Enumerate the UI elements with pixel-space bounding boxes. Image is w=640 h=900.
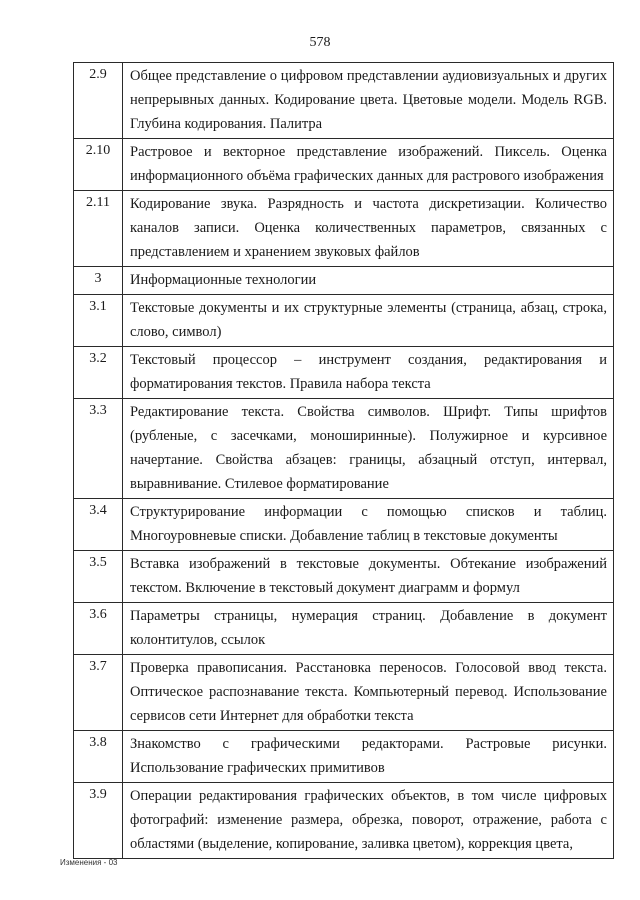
row-description: Вставка изображений в текстовые документы. Обтекание изображений текстом. Включение в текстовый документ диаграмм и формул	[123, 551, 614, 603]
row-number: 3.4	[74, 499, 123, 551]
row-description: Знакомство с графическими редакторами. Растровые рисунки. Использование графических примитивов	[123, 731, 614, 783]
row-number: 2.10	[74, 139, 123, 191]
table-row	[74, 267, 614, 295]
row-number: 3.3	[74, 399, 123, 499]
row-description: Редактирование текста. Свойства символов. Шрифт. Типы шрифтов (рубленые, с засечками, моноширинные). Полужирное и курсивное начертание. Свойства абзацев: границы, абзацный отступ, интервал, выравнивание. Стилевое форматирование	[123, 399, 614, 499]
row-description: Текстовые документы и их структурные элементы (страница, абзац, строка, слово, символ)	[123, 295, 614, 347]
row-description: Кодирование звука. Разрядность и частота дискретизации. Количество каналов записи. Оценка количественных параметров, связанных с представлением и хранением звуковых файлов	[123, 191, 614, 267]
row-number: 3.8	[74, 731, 123, 783]
row-description: Текстовый процессор – инструмент создания, редактирования и форматирования текстов. Правила набора текста	[123, 347, 614, 399]
table-row	[74, 139, 614, 191]
page-number: 578	[309, 35, 331, 50]
row-description: Растровое и векторное представление изображений. Пиксель. Оценка информационного объёма графических данных для растрового изображения	[123, 139, 614, 191]
row-number: 3.9	[74, 783, 123, 859]
row-description: Общее представление о цифровом представлении аудиовизуальных и других непрерывных данных. Кодирование цвета. Цветовые модели. Модель RGB. Глубина кодирования. Палитра	[123, 63, 614, 139]
table-row	[74, 655, 614, 731]
row-description: Операции редактирования графических объектов, в том числе цифровых фотографий: изменение размера, обрезка, поворот, отражение, работа с областями (выделение, копирование, заливка цветом), коррекция цвета,	[123, 783, 614, 859]
row-description: Параметры страницы, нумерация страниц. Добавление в документ колонтитулов, ссылок	[123, 603, 614, 655]
row-number: 2.9	[74, 63, 123, 139]
table-row	[74, 191, 614, 267]
table-row	[74, 399, 614, 499]
row-number: 2.11	[74, 191, 123, 267]
footer-revision: Изменения - 03	[60, 858, 118, 867]
table-row	[74, 603, 614, 655]
table-row	[74, 63, 614, 139]
table-row	[74, 347, 614, 399]
row-description: Проверка правописания. Расстановка переносов. Голосовой ввод текста. Оптическое распознавание текста. Компьютерный перевод. Использование сервисов сети Интернет для обработки текста	[123, 655, 614, 731]
row-number: 3.2	[74, 347, 123, 399]
row-number: 3	[74, 267, 123, 295]
row-number: 3.1	[74, 295, 123, 347]
row-description: Информационные технологии	[123, 267, 614, 295]
table-row	[74, 295, 614, 347]
row-number: 3.6	[74, 603, 123, 655]
table-row	[74, 783, 614, 859]
row-description: Структурирование информации с помощью списков и таблиц. Многоуровневые списки. Добавление таблиц в текстовые документы	[123, 499, 614, 551]
curriculum-table	[73, 62, 614, 859]
table-row	[74, 499, 614, 551]
row-number: 3.5	[74, 551, 123, 603]
table-row	[74, 731, 614, 783]
table-row	[74, 551, 614, 603]
row-number: 3.7	[74, 655, 123, 731]
